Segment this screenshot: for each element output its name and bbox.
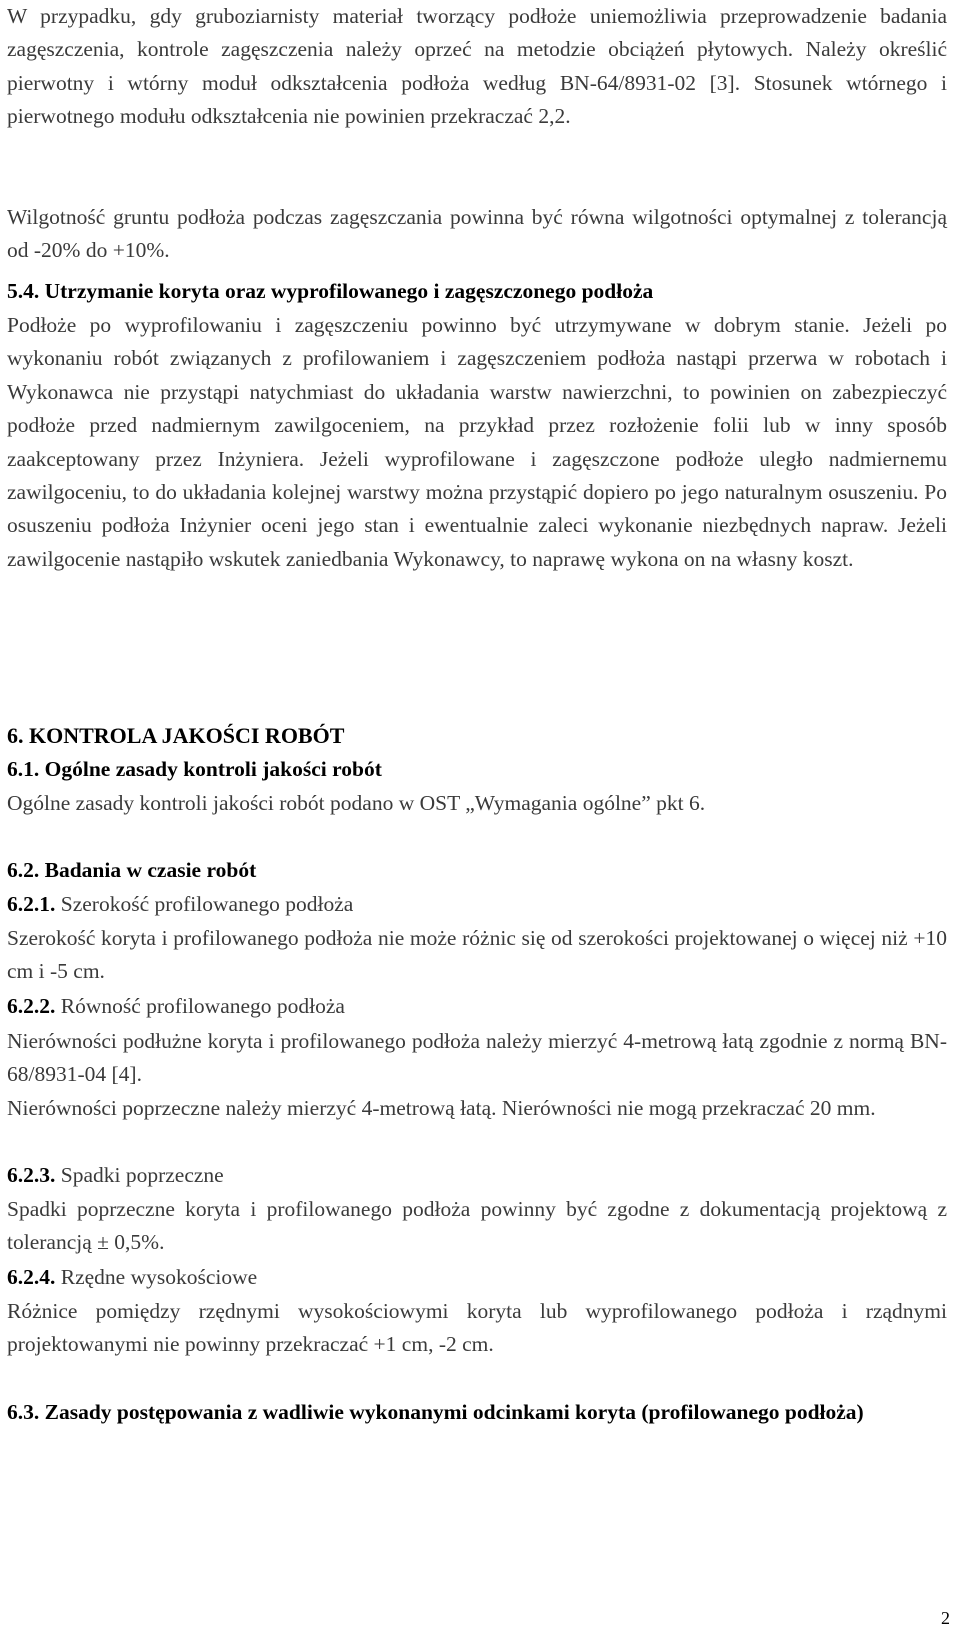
heading-6 <box>7 719 947 752</box>
heading-5-4-text: 5.4. Utrzymanie koryta oraz wyprofilowanego i zagęszczonego podłoża <box>7 279 654 303</box>
page-number: 2 <box>941 1608 950 1628</box>
heading-6-2-2-title: Równość profilowanego podłoża <box>60 994 345 1018</box>
heading-6-2-2-number: 6.2.2. <box>7 994 56 1018</box>
paragraph-plate-load-test: W przypadku, gdy gruboziarnisty materiał tworzący podłoże uniemożliwia przeprowadzenie badania zagęszczenia, kontrole zagęszczenia należy oprzeć na metodzie obciążeń płytowych. Należy określić pierwotny i wtórny moduł odkształcenia podłoża według BN-64/8931-02 [3]. Stosunek wtórnego i pierwotnego modułu odkształcenia nie powinien przekraczać 2,2. <box>7 4 947 129</box>
heading-6-2-4-title: Rzędne wysokościowe <box>60 1265 258 1289</box>
paragraph-width-tolerance: Szerokość koryta i profilowanego podłoża nie może różnic się od szerokości projektowanej o więcej niż +10 cm i -5 cm. <box>7 926 947 984</box>
paragraph-longitudinal-unevenness: Nierówności podłużne koryta i profilowanego podłoża należy mierzyć 4-metrową łatą zgodnie z normą BN-68/8931-04 [4]. <box>7 1029 947 1087</box>
heading-6-1 <box>7 753 947 786</box>
paragraph-soil-moisture: Wilgotność gruntu podłoża podczas zagęszczania powinna być równa wilgotności optymalnej z tolerancją od -20% do +10%. <box>7 205 947 263</box>
heading-5-4 <box>7 275 947 308</box>
paragraph-subgrade-maintenance: Podłoże po wyprofilowaniu i zagęszczeniu powinno być utrzymywane w dobrym stanie. Jeżeli po wykonaniu robót związanych z profilowaniem i zagęszczeniem podłoża nastąpi przerwa w robotach i Wykonawca nie przystąpi natychmiast do układania warstw nawierzchni, to powinien on zabezpieczyć podłoże przed nadmiernym zawilgoceniem, na przykład przez rozłożenie folii lub w inny sposób zaakceptowany przez Inżyniera. Jeżeli wyprofilowane i zagęszczone podłoże uległo nadmiernemu zawilgoceniu, to do układania kolejnej warstwy można przystąpić dopiero po jego naturalnym osuszeniu. Po osuszeniu podłoża Inżynier oceni jego stan i ewentualnie zaleci wykonanie niezbędnych napraw. Jeżeli zawilgocenie nastąpiło wskutek zaniedbania Wykonawcy, to naprawę wykona on na własny koszt. <box>7 313 947 571</box>
heading-6-3 <box>7 1396 887 1429</box>
heading-6-2-1-title: Szerokość profilowanego podłoża <box>60 892 354 916</box>
paragraph-elevations: Różnice pomiędzy rzędnymi wysokościowymi koryta lub wyprofilowanego podłoża i rządnymi projektowanymi nie powinny przekraczać +1 cm, -2 cm. <box>7 1299 947 1357</box>
heading-6-2 <box>7 854 947 887</box>
heading-6-text: 6. KONTROLA JAKOŚCI ROBÓT <box>7 723 345 748</box>
heading-6-2-1-number: 6.2.1. <box>7 892 56 916</box>
paragraph-transverse-unevenness: Nierówności poprzeczne należy mierzyć 4-metrową łatą. Nierówności nie mogą przekraczać 20 mm. <box>7 1096 876 1120</box>
heading-6-2-1 <box>7 888 947 921</box>
paragraph-cross-slopes: Spadki poprzeczne koryta i profilowanego podłoża powinny być zgodne z dokumentacją projektową z tolerancją ± 0,5%. <box>7 1197 947 1255</box>
heading-6-2-3-title: Spadki poprzeczne <box>60 1163 224 1187</box>
heading-6-2-2 <box>7 990 947 1023</box>
heading-6-2-4 <box>7 1261 947 1294</box>
heading-6-3-text: 6.3. Zasady postępowania z wadliwie wykonanymi odcinkami koryta (profilowanego podłoża) <box>7 1400 864 1424</box>
heading-6-1-text: 6.1. Ogólne zasady kontroli jakości robót <box>7 757 382 781</box>
heading-6-2-3-number: 6.2.3. <box>7 1163 56 1187</box>
heading-6-2-3 <box>7 1159 947 1192</box>
heading-6-2-text: 6.2. Badania w czasie robót <box>7 858 257 882</box>
heading-6-2-4-number: 6.2.4. <box>7 1265 56 1289</box>
paragraph-general-rules: Ogólne zasady kontroli jakości robót podano w OST „Wymagania ogólne” pkt 6. <box>7 791 706 815</box>
